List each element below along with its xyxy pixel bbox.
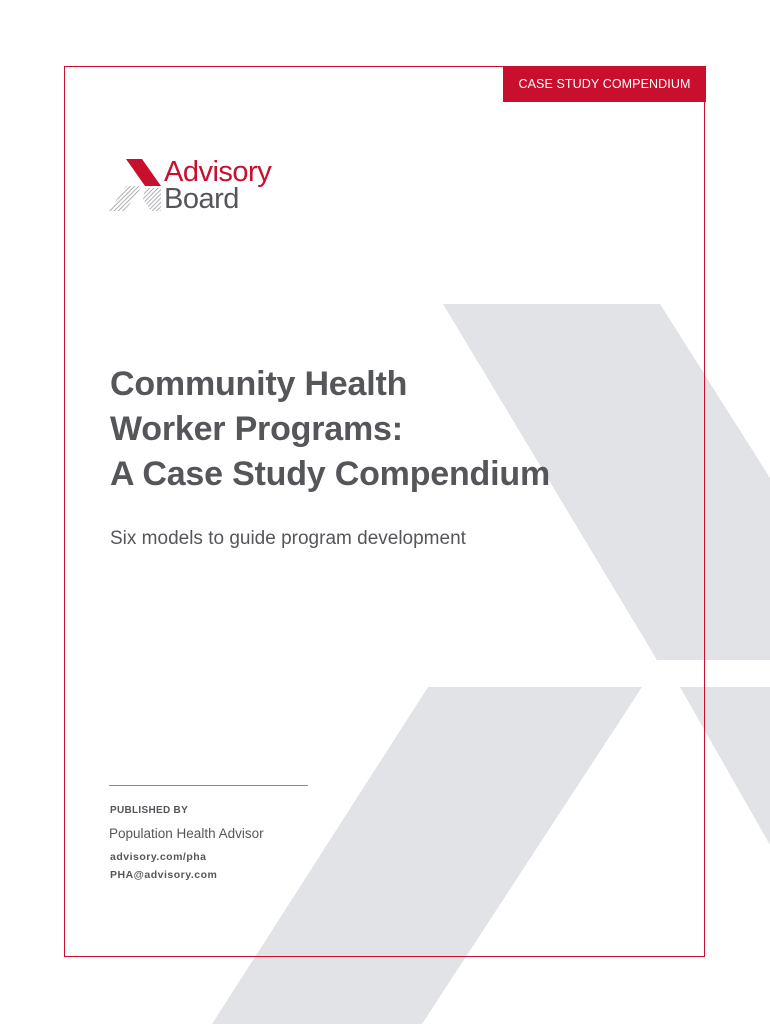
advisory-board-chevron-icon [107,158,163,214]
title-line-2: Worker Programs: [110,410,403,448]
case-study-tag: CASE STUDY COMPENDIUM [503,66,706,102]
publisher-url-link[interactable]: advisory.com/pha [110,851,207,863]
publisher-email-link[interactable]: PHA@advisory.com [110,869,218,881]
published-by-label: PUBLISHED BY [110,805,189,816]
title-line-1: Community Health [110,365,408,403]
logo-word-board: Board [164,183,239,215]
divider-rule [109,785,308,786]
document-subtitle: Six models to guide program development [110,528,466,549]
advisory-board-logo [107,158,297,216]
publisher-name: Population Health Advisor [109,826,264,841]
title-line-3: A Case Study Compendium [110,455,550,493]
document-title [110,362,550,497]
logo-word-advisory: Advisory [164,156,272,188]
